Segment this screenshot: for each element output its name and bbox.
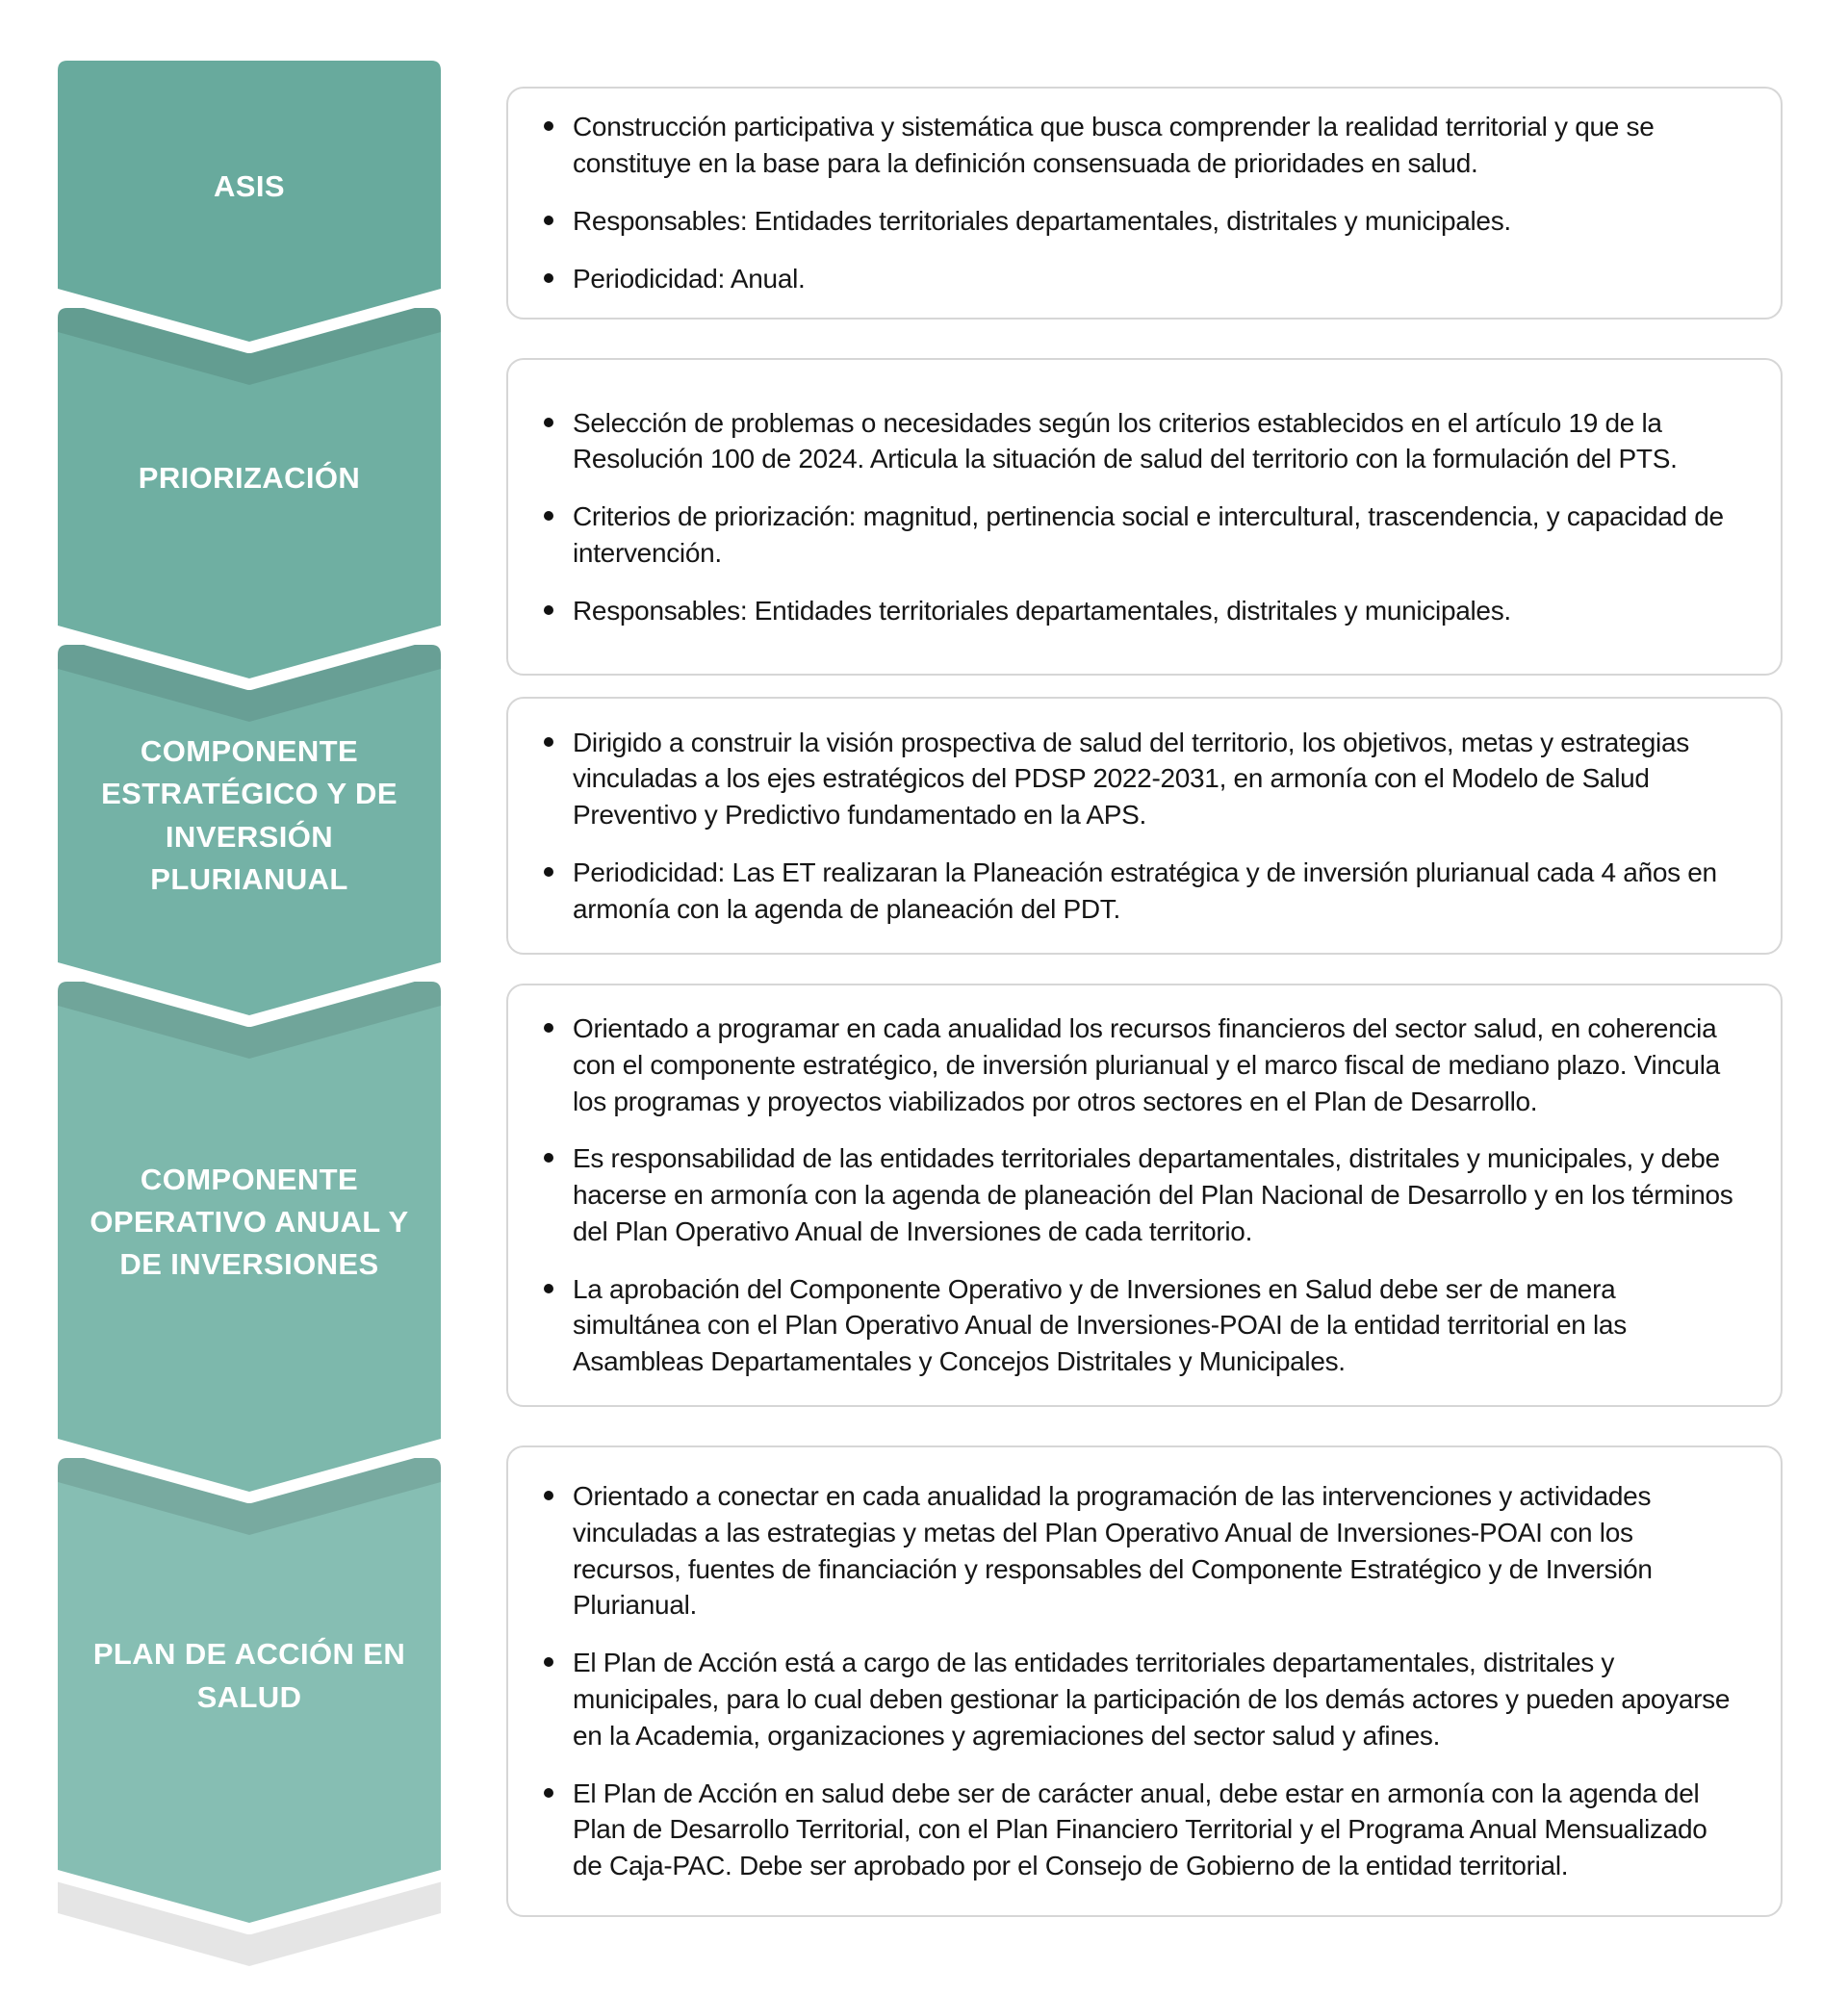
bullet-item: Criterios de priorización: magnitud, pertinencia social e intercultural, trascendencia, y capacidad de intervención. xyxy=(537,499,1740,572)
stage-info-box-2 xyxy=(506,358,1783,676)
bullet-item: Orientado a conectar en cada anualidad la programación de las intervenciones y actividades vinculadas a las estrategias y metas del Plan Operativo Anual de Inversiones-POAI con los recursos, fuentes de financiación y responsables del Componente Estratégico y de Inversión Plurianual. xyxy=(537,1478,1740,1624)
stage-label-text: PRIORIZACIÓN xyxy=(138,461,361,496)
chevron-stage-4 xyxy=(58,974,441,1492)
stage-info-box-1 xyxy=(506,87,1783,320)
chevron-stage-2 xyxy=(58,300,441,678)
stage-label-text: COMPONENTE OPERATIVO ANUAL Y DE INVERSIONES xyxy=(90,1162,409,1281)
stage-bullet-list xyxy=(537,1010,1740,1380)
stage-info-box-3 xyxy=(506,697,1783,955)
stage-label-text: ASIS xyxy=(214,168,285,203)
chevron-flow-graphic xyxy=(0,0,500,1995)
stage-bullet-list xyxy=(537,725,1740,928)
chevron-stage-5 xyxy=(58,1450,441,1923)
stage-bullet-list xyxy=(537,405,1740,629)
stage-info-box-5 xyxy=(506,1445,1783,1917)
stage-bullet-list xyxy=(537,109,1740,296)
bullet-item: Dirigido a construir la visión prospectiva de salud del territorio, los objetivos, metas y estrategias vinculadas a los ejes estratégicos del PDSP 2022-2031, en armonía con el Modelo de Salud Preventivo y Predictivo fundamentado en la APS. xyxy=(537,725,1740,833)
bullet-item: El Plan de Acción en salud debe ser de carácter anual, debe estar en armonía con la agenda del Plan de Desarrollo Territorial, con el Plan Financiero Territorial y el Programa Anual Mensualizado de Caja-PAC. Debe ser aprobado por el Consejo de Gobierno de la entidad territorial. xyxy=(537,1776,1740,1884)
bullet-item: Periodicidad: Las ET realizaran la Planeación estratégica y de inversión plurianual cada 4 años en armonía con la agenda de planeación del PDT. xyxy=(537,855,1740,928)
stage-bullet-list xyxy=(537,1478,1740,1884)
stage-info-box-4 xyxy=(506,984,1783,1407)
bullet-item: Construcción participativa y sistemática que busca comprender la realidad territorial y que se constituye en la base para la definición consensuada de prioridades en salud. xyxy=(537,109,1740,182)
bullet-item: Responsables: Entidades territoriales departamentales, distritales y municipales. xyxy=(537,593,1740,629)
stage-label-text: COMPONENTE ESTRATÉGICO Y DE INVERSIÓN PLURIANUAL xyxy=(101,734,398,896)
bullet-item: Es responsabilidad de las entidades territoriales departamentales, distritales y municipales, y debe hacerse en armonía con la agenda de planeación del Plan Nacional de Desarrollo y en los términos del Plan Operativo Anual de Inversiones de cada territorio. xyxy=(537,1140,1740,1249)
stage-label-text: PLAN DE ACCIÓN EN SALUD xyxy=(92,1637,406,1714)
bullet-item: Selección de problemas o necesidades según los criterios establecidos en el artículo 19 de la Resolución 100 de 2024. Articula la situación de salud del territorio con la formulación del PTS. xyxy=(537,405,1740,478)
bullet-item: Periodicidad: Anual. xyxy=(537,261,1740,297)
bullet-item: El Plan de Acción está a cargo de las entidades territoriales departamentales, distritales y municipales, para lo cual deben gestionar la participación de los demás actores y pueden apoyarse en la Academia, organizaciones y agremiaciones del sector salud y afines. xyxy=(537,1645,1740,1753)
bullet-item: Responsables: Entidades territoriales departamentales, distritales y municipales. xyxy=(537,203,1740,240)
chevron-stage-3 xyxy=(58,637,441,1015)
bullet-item: La aprobación del Componente Operativo y de Inversiones en Salud debe ser de manera simultánea con el Plan Operativo Anual de Inversiones-POAI de la entidad territorial en las Asambleas Departamentales y Concejos Distritales y Municipales. xyxy=(537,1271,1740,1380)
chevron-stage-1 xyxy=(58,61,441,342)
bullet-item: Orientado a programar en cada anualidad los recursos financieros del sector salud, en coherencia con el componente estratégico, de inversión plurianual y el marco fiscal de mediano plazo. Vincula los programas y proyectos viabilizados por otros sectores en el Plan de Desarrollo. xyxy=(537,1010,1740,1119)
